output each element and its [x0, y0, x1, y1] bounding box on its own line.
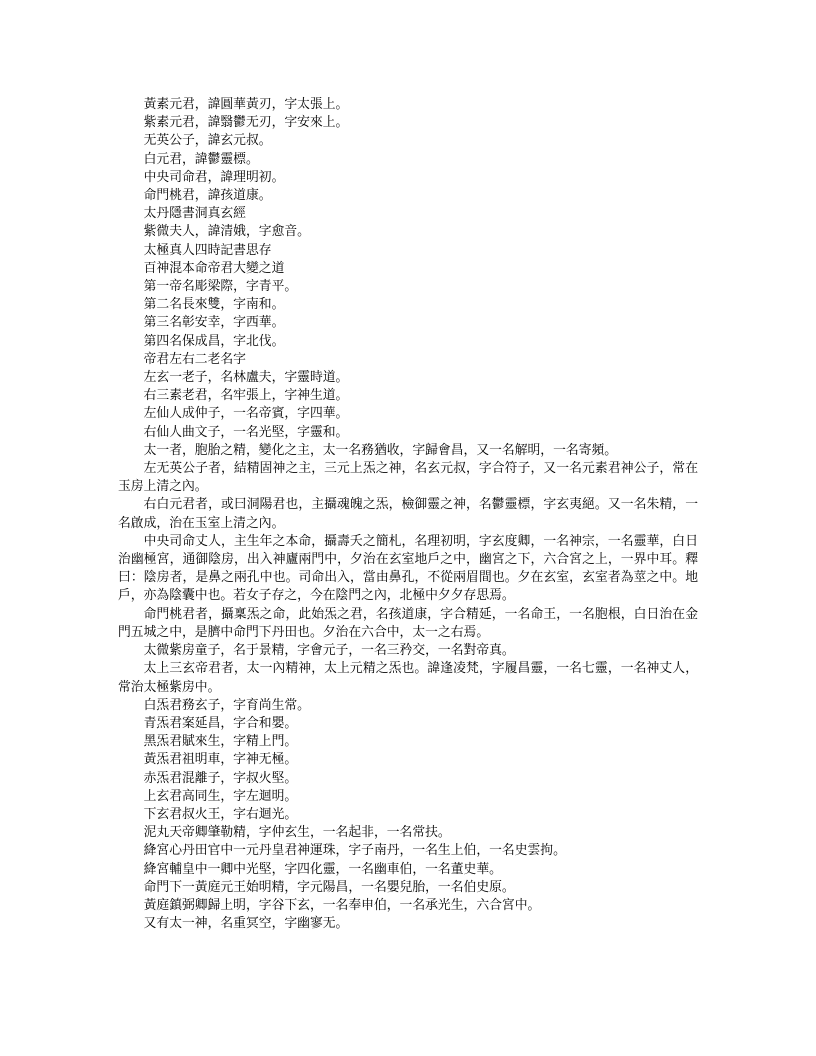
text-paragraph: 中央司命丈人，主生年之本命，攝壽夭之簡札，名理初明，字玄度卿，一名神宗，一名靈華，白日治幽極宮，通御陰房，出入神廬兩門中，夕治在玄室地戶之中，幽宮之下，六合宮之上，一界中耳。釋曰：陰房者，是鼻之兩孔中也。司命出入，當由鼻孔，不從兩眉間也。夕在玄室，玄室者為莖之中。地戶，亦為陰囊中也。若女子存之，今在陰門之內，北極中夕夕存思焉。 — [118, 533, 698, 604]
section-heading: 太極真人四時記書思存 — [143, 242, 272, 258]
text-paragraph: 紫素元君，諱翳鬱无刃，字安來上。 — [143, 115, 349, 131]
text-paragraph: 右白元君者，或曰洞陽君也，主攝魂魄之炁，檢御靈之神，名鬱靈標，字玄夷絕。又一名朱精，一名啟成，治在玉室上清之內。 — [118, 497, 698, 531]
section-heading: 太丹隱書洞真玄經 — [143, 206, 246, 222]
text-paragraph: 左仙人成仲子，一名帝賓，字四華。 — [143, 406, 349, 422]
text-paragraph: 无英公子，諱玄元叔。 — [143, 133, 272, 149]
section-heading: 帝君左右二老名字 — [143, 351, 246, 367]
text-paragraph: 黃素元君，諱圓華黃刃，字太張上。 — [143, 97, 349, 112]
text-paragraph: 上玄君高同生，字左迴明。 — [143, 788, 298, 804]
text-paragraph: 青炁君案延昌，字合和嬰。 — [143, 715, 298, 731]
text-paragraph: 絳宮心丹田官中一元丹皇君神運珠，字子南丹，一名生上伯，一名史雲拘。 — [143, 843, 566, 859]
text-paragraph: 右仙人曲文子，一名光堅，字靈和。 — [143, 424, 349, 440]
text-paragraph: 左无英公子者，結精固神之主，三元上炁之神，名玄元叔，字合符子，又一名元素君神公子，常在玉房上清之內。 — [118, 461, 698, 495]
text-paragraph: 命門桃君者，攝稟炁之命，此始炁之君，名孩道康，字合精延，一名命王，一名胞根，白日治在金門五城之中，是臍中命門下丹田也。夕治在六合中，太一之右焉。 — [118, 606, 698, 640]
text-paragraph: 絳宮輔皇中一卿中光堅，字四化靈，一名幽車伯，一名董史華。 — [143, 861, 502, 877]
text-paragraph: 太上三玄帝君者，太一內精神，太上元精之炁也。諱逢凌梵，字履昌靈，一名七靈，一名神丈人，常治太極紫房中。 — [118, 661, 698, 695]
text-paragraph: 第二名長來雙，字南和。 — [143, 297, 285, 313]
text-paragraph: 赤炁君混離子，字叔火堅。 — [143, 770, 298, 786]
text-paragraph: 第三名彰安幸，字西華。 — [143, 315, 285, 331]
text-paragraph: 中央司命君，諱理明初。 — [143, 169, 285, 185]
text-paragraph: 太微紫房童子，名于景精，字會元子，一名三矜交，一名對帝真。 — [143, 643, 515, 659]
text-paragraph: 命門桃君，諱孩道康。 — [143, 188, 272, 204]
text-paragraph: 黑炁君賦來生，字精上門。 — [143, 734, 298, 750]
text-paragraph: 泥丸天帝卿肇勒精，字仲玄生，一名起非，一名常扶。 — [143, 825, 451, 841]
text-paragraph: 白元君，諱鬱靈標。 — [143, 151, 259, 167]
text-paragraph: 命門下一黃庭元王始明精，字元陽昌，一名嬰兒胎，一名伯史原。 — [143, 879, 515, 895]
text-paragraph: 太一者，胞胎之精，變化之主，太一名務猶收，字歸會昌，又一名解明，一名寄頻。 — [143, 442, 618, 458]
document-body — [118, 96, 698, 933]
text-paragraph: 又有太一神，名重冥空，字幽寥无。 — [143, 916, 349, 932]
text-paragraph: 紫微夫人，諱清娥，字愈音。 — [143, 224, 310, 240]
text-paragraph: 黃庭鎮弼卿歸上明，字谷下玄，一名奉申伯，一名承光生，六合宮中。 — [143, 897, 541, 913]
text-paragraph: 左玄一老子，名林盧夫，字靈時道。 — [143, 370, 349, 386]
text-paragraph: 右三素老君，名牢張上，字神生道。 — [143, 388, 349, 404]
section-heading: 百神混本命帝君大變之道 — [143, 260, 285, 276]
text-paragraph: 下玄君叔火王，字右迴光。 — [143, 806, 298, 822]
text-paragraph: 黃炁君祖明車，字神无極。 — [143, 752, 298, 768]
text-paragraph: 第四名保成昌，字北伐。 — [143, 333, 285, 349]
text-paragraph: 第一帝名彫梁際，字青平。 — [143, 279, 298, 295]
text-paragraph: 白炁君務玄子，字育尚生常。 — [143, 697, 310, 713]
